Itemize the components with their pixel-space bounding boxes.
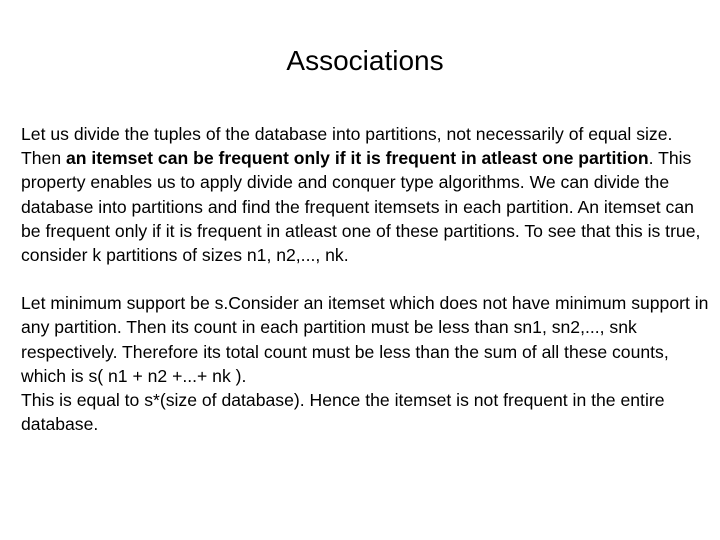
paragraph-1-text-end: . This property enables us to apply divide and conquer type algorithms. We can divide the database into partitions and find the frequent itemsets in each partition. An itemset can be frequent only if it is frequent in atleast one of these partitions. To see that this is true, consider k partitions of sizes n1, n2,..., nk. — [21, 148, 701, 266]
paragraph-1-text-start: Let us divide the tuples of the database into partitions, not necessarily of equal size. Then — [21, 124, 673, 169]
paragraph-2-text: Let minimum support be s.Consider an itemset which does not have minimum support in any partition. Then its count in each partition must be less than sn1, sn2,..., snk respectively. Therefore its total count must be less than the sum of all these counts, which is s( n1 + n2 +...+ nk ). — [21, 293, 709, 386]
paragraph-1 — [21, 122, 711, 267]
slide-body — [21, 122, 711, 436]
paragraph-2 — [21, 291, 711, 436]
paragraph-1-bold-statement: an itemset can be frequent only if it is frequent in atleast one partition — [66, 148, 649, 169]
paragraph-2-conclusion: This is equal to s*(size of database). Hence the itemset is not frequent in the entire database. — [21, 390, 665, 435]
slide-title: Associations — [286, 45, 444, 76]
